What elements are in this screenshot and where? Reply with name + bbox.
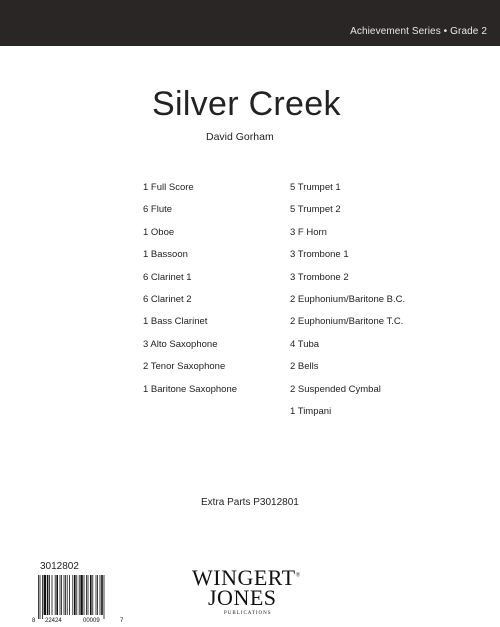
barcode-bar xyxy=(47,575,49,615)
barcode-bar xyxy=(84,575,85,615)
part-item: 3 Trombone 1 xyxy=(290,249,349,261)
part-item: 1 Baritone Saxophone xyxy=(143,383,238,395)
part-item: 3 F Horn xyxy=(290,226,327,238)
barcode-bar xyxy=(86,575,87,615)
publisher-logo-line2: JONES xyxy=(208,585,277,610)
publisher-logo xyxy=(192,565,312,623)
barcode-bar xyxy=(92,575,93,615)
extra-parts-label: Extra Parts P3012801 xyxy=(201,497,299,508)
barcode-bar xyxy=(100,575,101,615)
part-item: 5 Trumpet 1 xyxy=(290,182,341,193)
barcode-bar xyxy=(97,575,98,615)
header-bar xyxy=(0,0,500,46)
part-item: 6 Flute xyxy=(143,204,173,216)
barcode xyxy=(31,575,127,624)
barcode-bar xyxy=(76,575,77,615)
barcode-bar xyxy=(74,575,76,615)
part-item: 6 Clarinet 1 xyxy=(143,271,192,283)
barcode-bar xyxy=(72,575,73,615)
part-item: 4 Tuba xyxy=(290,338,320,350)
parts-list-left xyxy=(143,182,237,406)
part-item: 1 Bass Clarinet xyxy=(143,316,208,328)
barcode-digits-left: 22424 xyxy=(45,618,62,624)
part-item: 1 Full Score xyxy=(143,182,194,193)
series-label: Achievement Series • Grade 2 xyxy=(350,26,487,37)
barcode-bar xyxy=(69,575,70,615)
barcode-bar xyxy=(60,575,61,615)
barcode-bar xyxy=(38,575,39,619)
part-item: 2 Suspended Cymbal xyxy=(290,383,381,395)
part-item: 1 Bassoon xyxy=(143,249,188,261)
catalog-number: 3012802 xyxy=(40,561,79,572)
barcode-bar xyxy=(52,575,53,615)
barcode-bar xyxy=(64,575,65,615)
part-item: 1 Oboe xyxy=(143,226,175,238)
composer-name: David Gorham xyxy=(206,131,274,143)
barcode-bar xyxy=(44,575,46,615)
barcode-bar xyxy=(61,575,62,615)
barcode-bar xyxy=(42,575,43,619)
barcode-bar xyxy=(40,575,41,619)
barcode-digit-lead: 8 xyxy=(32,618,36,624)
barcode-bar xyxy=(79,575,80,615)
barcode-bar xyxy=(101,575,103,615)
barcode-bar xyxy=(104,575,105,619)
barcode-bars xyxy=(38,575,104,619)
barcode-bar xyxy=(88,575,89,615)
barcode-digits-right: 00009 xyxy=(83,618,100,624)
parts-list-right xyxy=(290,182,405,428)
barcode-bar xyxy=(80,575,82,615)
part-item: 1 Timpani xyxy=(290,405,332,417)
part-item: 6 Clarinet 2 xyxy=(143,293,192,305)
barcode-bar xyxy=(96,575,97,615)
barcode-bar xyxy=(67,575,68,615)
part-item: 2 Euphonium/Baritone T.C. xyxy=(290,316,404,328)
publisher-logo-line1: WINGERT® xyxy=(192,565,301,590)
part-item: 5 Trumpet 2 xyxy=(290,204,341,216)
part-item: 2 Bells xyxy=(290,361,319,373)
part-item: 2 Euphonium/Baritone B.C. xyxy=(290,293,406,305)
part-item: 2 Tenor Saxophone xyxy=(143,361,226,373)
barcode-bar xyxy=(56,575,58,615)
barcode-bar xyxy=(55,575,56,615)
part-item: 3 Alto Saxophone xyxy=(143,338,218,350)
publisher-logo-line3: PUBLICATIONS xyxy=(224,611,272,616)
barcode-bar xyxy=(65,575,66,615)
barcode-bar xyxy=(49,575,50,615)
page-title: Silver Creek xyxy=(152,85,341,123)
part-item: 3 Trombone 2 xyxy=(290,271,349,283)
barcode-digit-check: 7 xyxy=(120,618,124,624)
barcode-bar xyxy=(90,575,92,615)
